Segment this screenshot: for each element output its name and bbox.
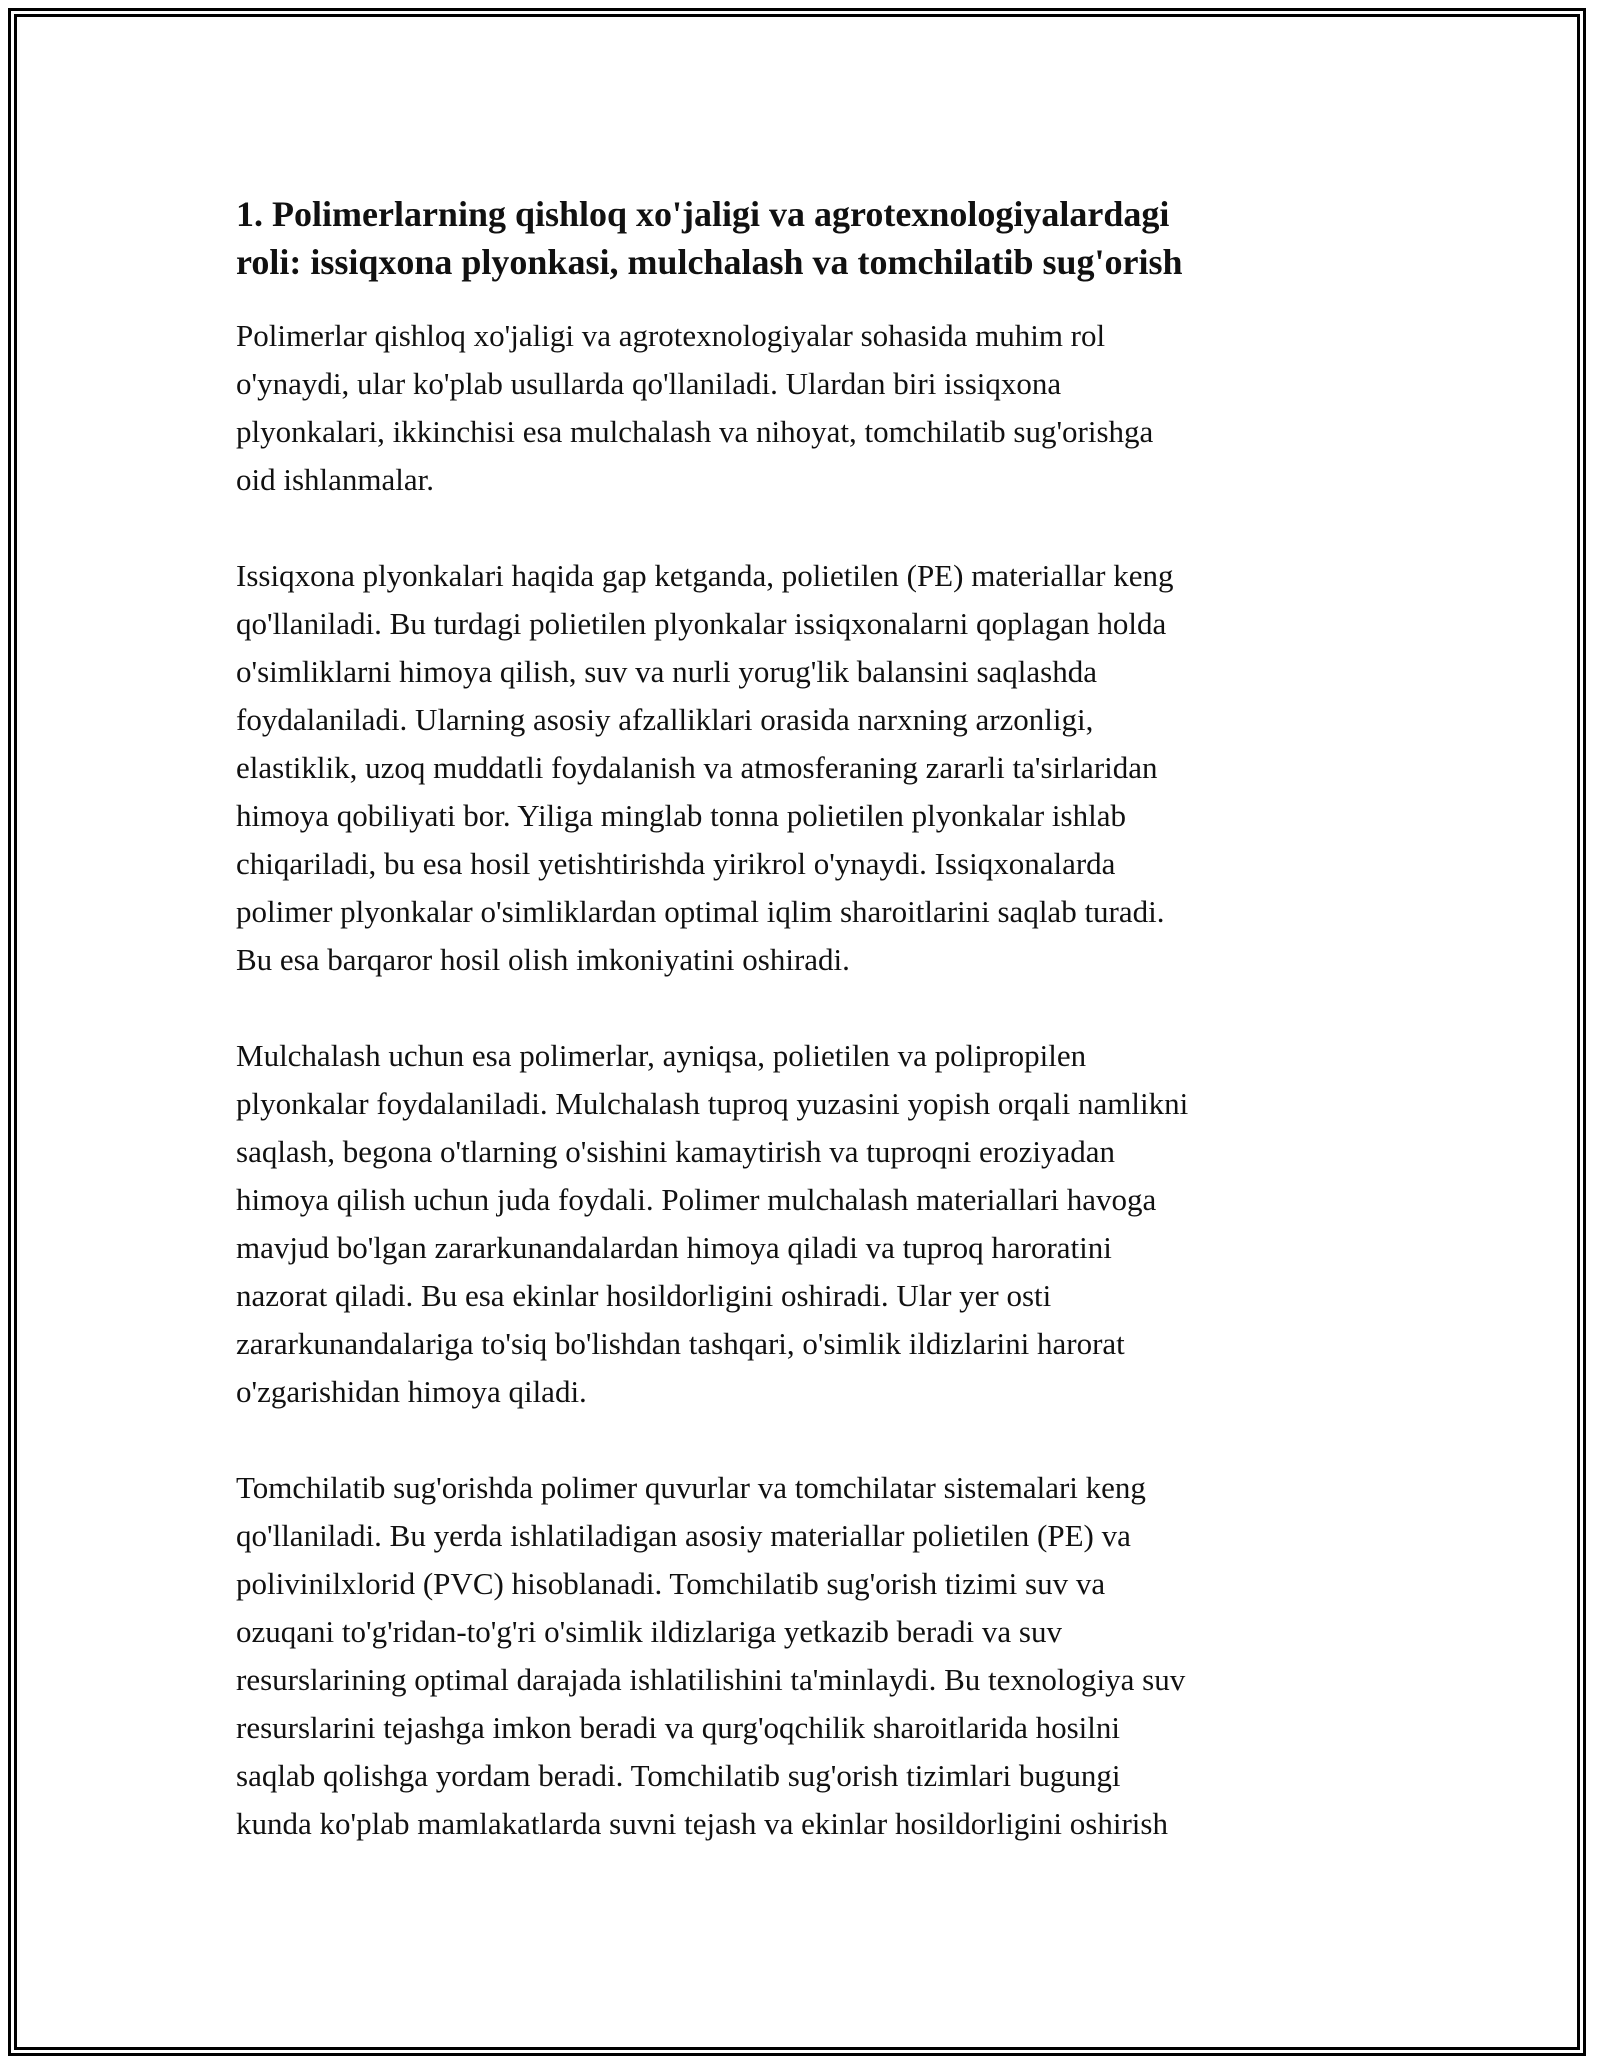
document-title bbox=[236, 190, 1366, 286]
text-line: ozuqani to'g'ridan-to'g'ri o'simlik ildizlariga yetkazib beradi va suv bbox=[236, 1614, 1062, 1649]
text-line: mavjud bo'lgan zararkunandalardan himoya qiladi va tuproq haroratini bbox=[236, 1230, 1112, 1265]
text-line: himoya qobiliyati bor. Yiliga minglab tonna polietilen plyonkalar ishlab bbox=[236, 798, 1126, 833]
text-line: plyonkalar foydalaniladi. Mulchalash tuproq yuzasini yopish orqali namlikni bbox=[236, 1086, 1189, 1121]
text-line: resurslarini tejashga imkon beradi va qurg'oqchilik sharoitlarida hosilni bbox=[236, 1710, 1120, 1745]
text-line: polimer plyonkalar o'simliklardan optimal iqlim sharoitlarini saqlab turadi. bbox=[236, 894, 1165, 929]
text-line: qo'llaniladi. Bu yerda ishlatiladigan asosiy materiallar polietilen (PE) va bbox=[236, 1518, 1131, 1553]
text-line: zararkunandalariga to'siq bo'lishdan tashqari, o'simlik ildizlarini harorat bbox=[236, 1326, 1125, 1361]
text-line: nazorat qiladi. Bu esa ekinlar hosildorligini oshiradi. Ular yer osti bbox=[236, 1278, 1052, 1313]
paragraph-greenhouse-film bbox=[236, 552, 1366, 984]
text-line: saqlab qolishga yordam beradi. Tomchilatib sug'orish tizimlari bugungi bbox=[236, 1758, 1121, 1793]
title-line: 1. Polimerlarning qishloq xo'jaligi va agrotexnologiyalardagi bbox=[236, 194, 1170, 234]
text-line: Tomchilatib sug'orishda polimer quvurlar va tomchilatar sistemalari keng bbox=[236, 1470, 1146, 1505]
text-line: chiqariladi, bu esa hosil yetishtirishda yirikrol o'ynaydi. Issiqxonalarda bbox=[236, 846, 1116, 881]
text-line: oid ishlanmalar. bbox=[236, 462, 435, 497]
text-line: Polimerlar qishloq xo'jaligi va agrotexnologiyalar sohasida muhim rol bbox=[236, 318, 1106, 353]
paragraph-intro bbox=[236, 312, 1366, 504]
text-line: o'ynaydi, ular ko'plab usullarda qo'llaniladi. Ulardan biri issiqxona bbox=[236, 366, 1062, 401]
text-line: Issiqxona plyonkalari haqida gap ketganda, polietilen (PE) materiallar keng bbox=[236, 558, 1174, 593]
text-line: polivinilxlorid (PVC) hisoblanadi. Tomchilatib sug'orish tizimi suv va bbox=[236, 1566, 1106, 1601]
text-line: elastiklik, uzoq muddatli foydalanish va atmosferaning zararli ta'sirlaridan bbox=[236, 750, 1158, 785]
text-line: qo'llaniladi. Bu turdagi polietilen plyonkalar issiqxonalarni qoplagan holda bbox=[236, 606, 1167, 641]
text-line: himoya qilish uchun juda foydali. Polimer mulchalash materiallari havoga bbox=[236, 1182, 1157, 1217]
text-line: Mulchalash uchun esa polimerlar, ayniqsa, polietilen va polipropilen bbox=[236, 1038, 1087, 1073]
text-line: plyonkalari, ikkinchisi esa mulchalash va nihoyat, tomchilatib sug'orishga bbox=[236, 414, 1154, 449]
title-line: roli: issiqxona plyonkasi, mulchalash va tomchilatib sug'orish bbox=[236, 242, 1183, 282]
text-line: o'zgarishidan himoya qiladi. bbox=[236, 1374, 587, 1409]
text-line: Bu esa barqaror hosil olish imkoniyatini oshiradi. bbox=[236, 942, 850, 977]
text-line: kunda ko'plab mamlakatlarda suvni tejash va ekinlar hosildorligini oshirish bbox=[236, 1806, 1168, 1841]
document-body bbox=[236, 190, 1366, 1896]
paragraph-mulching bbox=[236, 1032, 1366, 1416]
text-line: saqlash, begona o'tlarning o'sishini kamaytirish va tuproqni eroziyadan bbox=[236, 1134, 1115, 1169]
paragraph-drip-irrigation bbox=[236, 1464, 1366, 1848]
text-line: o'simliklarni himoya qilish, suv va nurli yorug'lik balansini saqlashda bbox=[236, 654, 1097, 689]
text-line: resurslarining optimal darajada ishlatilishini ta'minlaydi. Bu texnologiya suv bbox=[236, 1662, 1186, 1697]
text-line: foydalaniladi. Ularning asosiy afzalliklari orasida narxning arzonligi, bbox=[236, 702, 1094, 737]
